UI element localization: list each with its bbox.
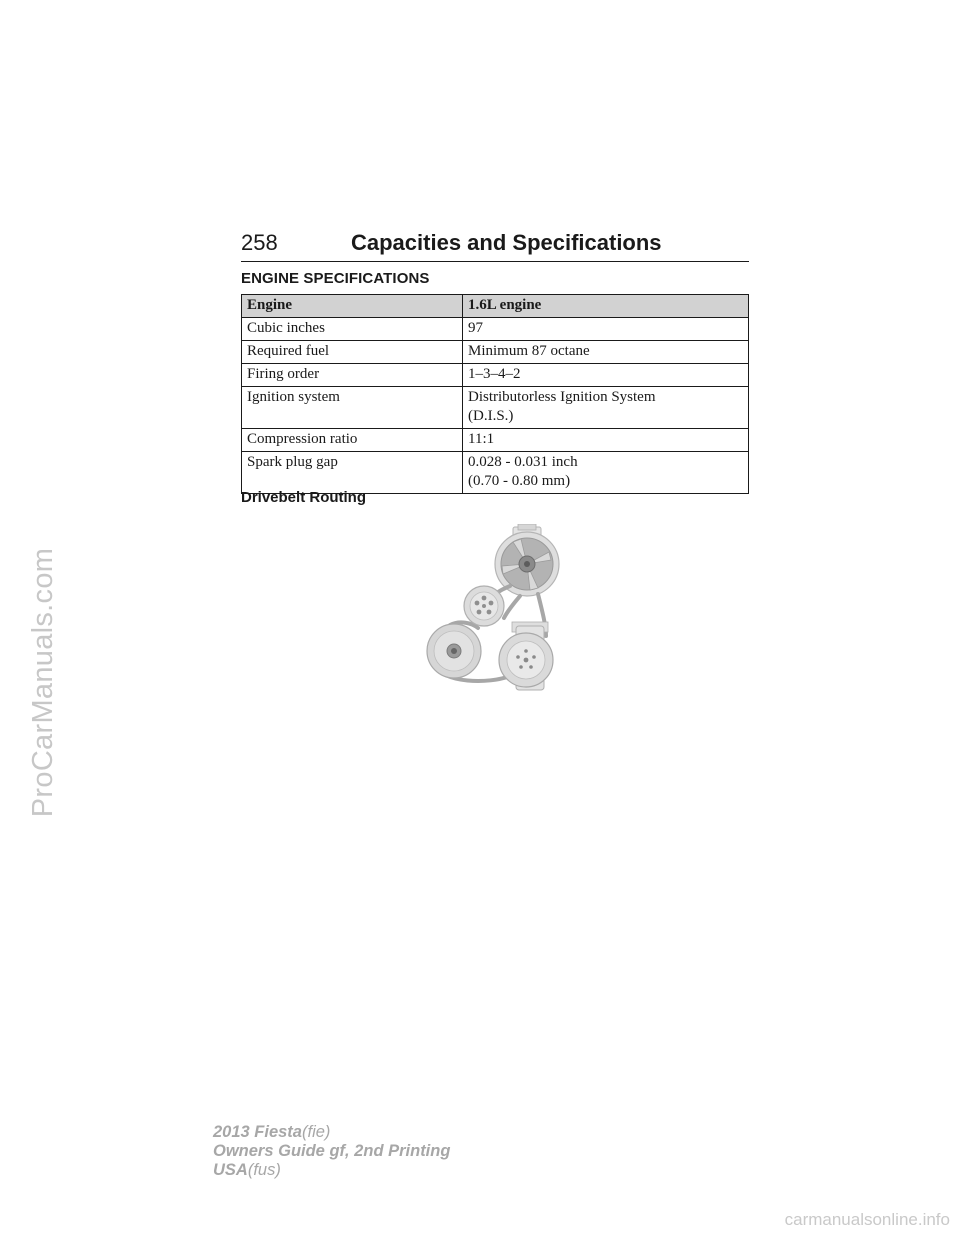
table-header-value: 1.6L engine: [463, 295, 749, 318]
row-value: 11:1: [463, 429, 749, 452]
drivebelt-routing-title: Drivebelt Routing: [241, 489, 367, 506]
drivebelt-routing-diagram: [420, 524, 570, 696]
footer-model: 2013 Fiesta: [213, 1123, 302, 1141]
table-row: [242, 341, 749, 364]
table-header-engine: Engine: [242, 295, 463, 318]
side-watermark: [22, 512, 66, 852]
table-row: [242, 387, 749, 429]
table-row: [242, 452, 749, 494]
table-header-row: [242, 295, 749, 318]
row-label: Spark plug gap: [242, 452, 463, 494]
document-footer: [213, 1123, 450, 1180]
idler-pulley: [464, 586, 504, 626]
row-label: Compression ratio: [242, 429, 463, 452]
row-value-line: Distributorless Ignition System: [468, 389, 656, 405]
row-value: [463, 452, 749, 494]
row-value-line: (0.70 - 0.80 mm): [468, 473, 571, 489]
footer-model-code: (fie): [301, 1123, 331, 1141]
row-label: Required fuel: [242, 341, 463, 364]
footer-guide: Owners Guide gf, 2nd Printing: [213, 1142, 451, 1160]
footer-line: [213, 1142, 450, 1161]
footer-line: [213, 1161, 450, 1180]
footer-market: USA: [213, 1161, 248, 1179]
engine-spec-table: [241, 294, 749, 494]
footer-market-code: (fus): [247, 1161, 281, 1179]
side-watermark-text: ProCarManuals.com: [27, 547, 60, 817]
chapter-title: Capacities and Specifications: [351, 230, 662, 255]
row-value: Minimum 87 octane: [463, 341, 749, 364]
page-header: [241, 230, 749, 262]
row-label: Firing order: [242, 364, 463, 387]
row-value: [463, 387, 749, 429]
page-number: 258: [241, 230, 278, 255]
section-title: ENGINE SPECIFICATIONS: [241, 270, 430, 287]
row-value: 1–3–4–2: [463, 364, 749, 387]
table-row: [242, 364, 749, 387]
water-pump-pulley: [499, 622, 553, 690]
table-row: [242, 318, 749, 341]
crankshaft-pulley: [427, 624, 481, 678]
table-row: [242, 429, 749, 452]
row-value-line: 0.028 - 0.031 inch: [468, 454, 578, 470]
alternator-pulley: [495, 524, 559, 596]
footer-line: [213, 1123, 450, 1142]
row-value-line: (D.I.S.): [468, 408, 514, 424]
row-label: Ignition system: [242, 387, 463, 429]
row-label: Cubic inches: [242, 318, 463, 341]
row-value: 97: [463, 318, 749, 341]
bottom-watermark: carmanualsonline.info: [784, 1210, 950, 1229]
